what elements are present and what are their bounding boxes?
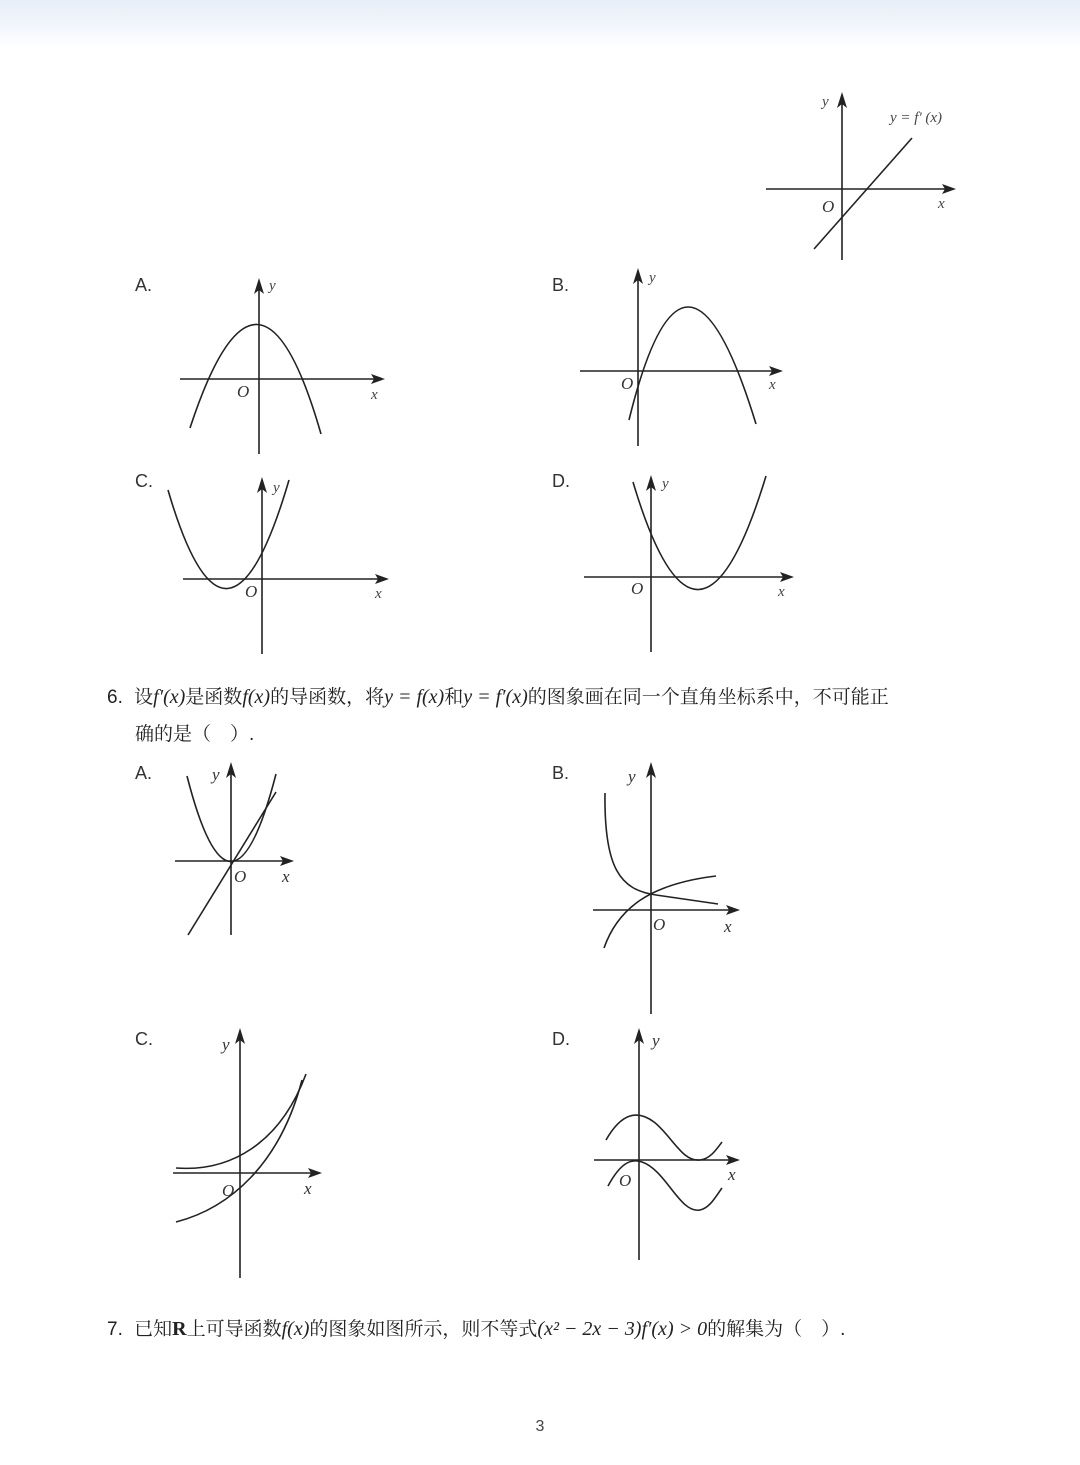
y-label: y (649, 270, 656, 286)
q6-math-5: y = f(x) (384, 686, 445, 708)
y-label: y (273, 480, 280, 496)
decreasing-curve (605, 793, 718, 904)
x-label: x (304, 1179, 312, 1198)
sine-like-curve (606, 1115, 722, 1160)
q7-text-2: 上可导函数 (186, 1319, 282, 1340)
q5-option-a-graph[interactable] (175, 268, 395, 458)
q6-number: 6. (107, 687, 123, 708)
top-band (0, 0, 1080, 48)
q5-option-a-label[interactable]: A. (135, 275, 153, 295)
q5-option-c-graph[interactable] (165, 472, 395, 662)
x-label: x (371, 387, 378, 403)
origin-label: O (631, 579, 644, 598)
q6-math-3: f(x) (242, 686, 271, 708)
origin-label: O (822, 197, 835, 216)
q6-line-2: 确的是（ ）. (135, 724, 255, 745)
parabola-down-shifted (629, 307, 756, 424)
x-label: x (282, 867, 290, 886)
q7-math-3: f(x) (281, 1318, 310, 1340)
question-6 (107, 678, 977, 717)
x-label: x (375, 586, 382, 602)
q6-text-6: 和 (444, 687, 464, 708)
q6-option-a-label[interactable]: A. (135, 763, 153, 783)
question-7 (107, 1310, 977, 1349)
straight-line (188, 792, 276, 935)
q6-option-c-graph[interactable] (170, 1024, 340, 1284)
exp-curve-lower (176, 1080, 302, 1222)
y-label: y (662, 476, 669, 492)
origin-label: O (237, 382, 250, 401)
log-curve (604, 876, 716, 948)
q6-math-7: y = f′(x) (463, 686, 528, 708)
q5-option-b-graph[interactable] (575, 262, 795, 452)
q6-text-0: 设 (134, 687, 154, 708)
x-label: x (938, 196, 945, 212)
q6-text-8: 的图象画在同一个直角坐标系中，不可能正 (527, 687, 889, 708)
q6-text-4: 的导函数，将 (270, 687, 385, 708)
q6-option-b-label[interactable]: B. (552, 763, 570, 783)
y-label: y (628, 767, 636, 786)
q7-text-0: 已知 (134, 1319, 173, 1340)
q7-math-1: R (172, 1318, 187, 1340)
q7-text-4: 的图象如图所示，则不等式 (309, 1319, 538, 1340)
y-label: y (269, 278, 276, 294)
q5-option-d-graph[interactable] (580, 470, 810, 660)
x-label: x (778, 584, 785, 600)
q6-option-a-graph[interactable] (170, 758, 310, 943)
q6-option-d-label[interactable]: D. (552, 1029, 570, 1049)
y-label: y (212, 765, 220, 784)
top-figure-derivative-line (760, 88, 970, 268)
parabola-up-right (633, 476, 766, 590)
origin-label: O (653, 915, 666, 934)
y-label: y (652, 1031, 660, 1050)
q5-option-d-label[interactable]: D. (552, 471, 570, 491)
x-label: x (728, 1165, 736, 1184)
y-label: y (822, 94, 829, 110)
q6-math-1: f′(x) (153, 686, 186, 708)
q6-text-2: 是函数 (185, 687, 243, 708)
q6-option-b-graph[interactable] (590, 758, 750, 1018)
origin-label: O (619, 1171, 632, 1190)
q6-option-d-graph[interactable] (590, 1024, 750, 1264)
page-number: 3 (535, 1418, 545, 1435)
origin-label: O (234, 867, 247, 886)
q7-number: 7. (107, 1319, 123, 1340)
curve-label: y = f' (x) (890, 110, 943, 126)
origin-label: O (222, 1181, 235, 1200)
x-label: x (724, 917, 732, 936)
derivative-line (814, 138, 912, 249)
q7-math-5: (x² − 2x − 3)f′(x) > 0 (537, 1318, 708, 1340)
x-label: x (769, 377, 776, 393)
q5-option-c-label[interactable]: C. (135, 471, 153, 491)
parabola-up-left (168, 480, 289, 589)
y-label: y (222, 1035, 230, 1054)
origin-label: O (621, 374, 634, 393)
origin-label: O (245, 582, 258, 601)
q5-option-b-label[interactable]: B. (552, 275, 570, 295)
q7-text-6: 的解集为（ ）. (707, 1319, 846, 1340)
exp-curve-upper (176, 1074, 306, 1168)
q6-option-c-label[interactable]: C. (135, 1029, 153, 1049)
